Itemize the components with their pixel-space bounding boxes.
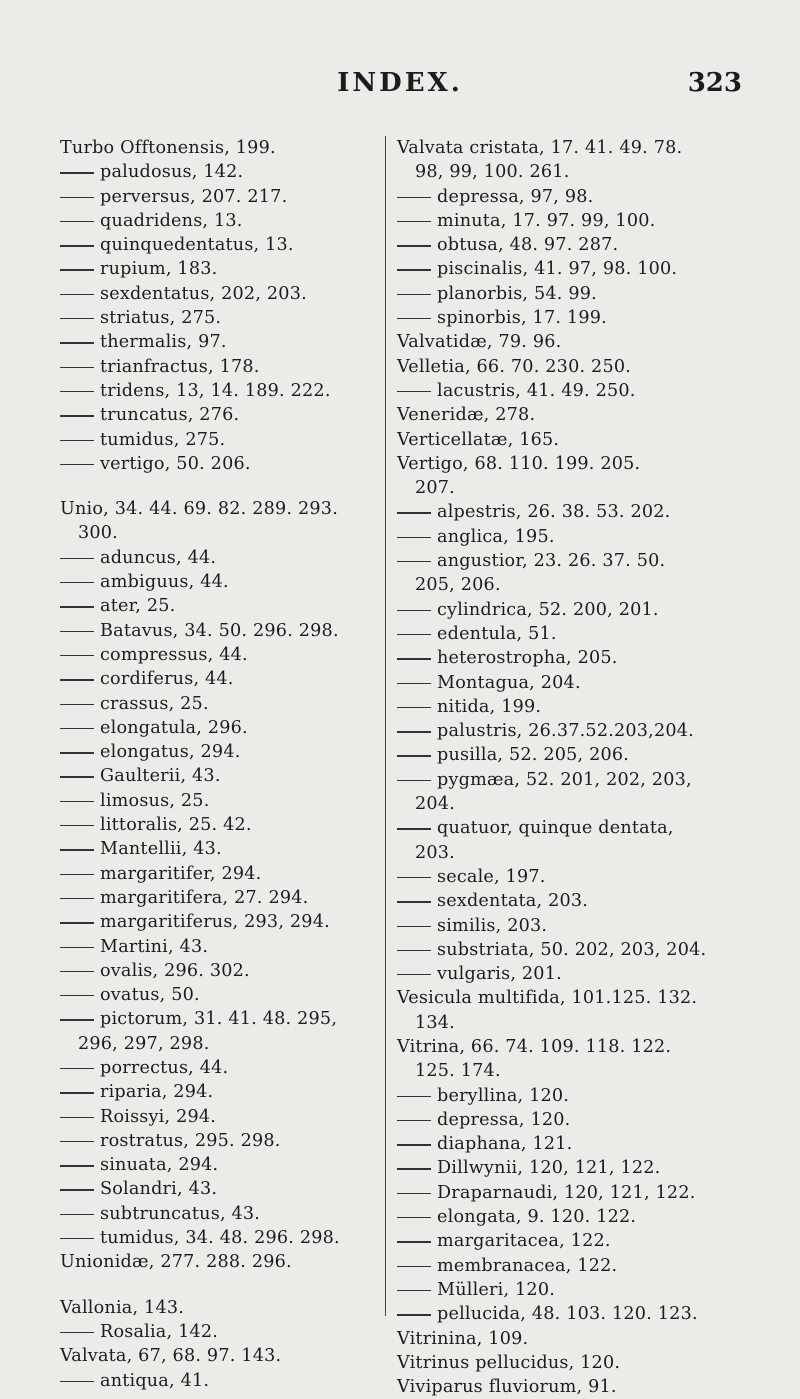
entry-text: sexdentata, 203. bbox=[437, 891, 589, 912]
entry-text: cylindrica, 52. 200, 201. bbox=[437, 599, 659, 620]
entry-text: pusilla, 52. 205, 206. bbox=[437, 745, 630, 766]
index-subentry bbox=[397, 598, 757, 622]
entry-text: Solandri, 43. bbox=[100, 1179, 218, 1200]
index-subentry bbox=[397, 962, 757, 986]
index-subentry bbox=[397, 889, 757, 913]
index-subentry bbox=[397, 1302, 757, 1326]
entry-text: diaphana, 121. bbox=[437, 1134, 573, 1155]
entry-text: Veneridæ, 278. bbox=[397, 405, 536, 426]
entry-text: Rosalia, 142. bbox=[100, 1321, 219, 1342]
index-subentry bbox=[60, 764, 378, 788]
index-subentry bbox=[60, 886, 378, 910]
index-entry bbox=[60, 1344, 378, 1368]
index-subentry bbox=[397, 914, 757, 938]
entry-text: planorbis, 54. 99. bbox=[437, 283, 597, 304]
entry-text: ovatus, 50. bbox=[100, 985, 200, 1006]
entry-text: pictorum, 31. 41. 48. 295, bbox=[100, 1009, 338, 1030]
index-subentry bbox=[60, 570, 378, 594]
index-subentry bbox=[60, 233, 378, 257]
index-subentry bbox=[60, 862, 378, 886]
entry-text: quatuor, quinque dentata, bbox=[437, 818, 674, 839]
entry-text: Valvata, 67, 68. 97. 143. bbox=[60, 1346, 282, 1367]
entry-continuation: 207. bbox=[415, 478, 455, 499]
index-subentry bbox=[60, 428, 378, 452]
index-entry bbox=[397, 1035, 757, 1084]
entry-text: vertigo, 50. 206. bbox=[100, 453, 251, 474]
entry-text: beryllina, 120. bbox=[437, 1085, 570, 1106]
entry-text: Montagua, 204. bbox=[437, 672, 581, 693]
entry-text: perversus, 207. 217. bbox=[100, 186, 288, 207]
entry-continuation: 125. 174. bbox=[415, 1061, 501, 1082]
entry-text: truncatus, 276. bbox=[100, 405, 240, 426]
left-index-column bbox=[60, 136, 378, 1393]
index-subentry bbox=[397, 1205, 757, 1229]
entry-text: pygmæa, 52. 201, 202, 203, bbox=[437, 769, 692, 790]
index-entry bbox=[397, 136, 757, 185]
entry-text: paludosus, 142. bbox=[100, 162, 244, 183]
entry-text: quadridens, 13. bbox=[100, 210, 243, 231]
entry-text: Mantellii, 43. bbox=[100, 839, 222, 860]
index-subentry bbox=[60, 306, 378, 330]
entry-text: Vertigo, 68. 110. 199. 205. bbox=[397, 453, 641, 474]
entry-text: Martini, 43. bbox=[100, 936, 209, 957]
entry-text: palustris, 26.37.52.203,204. bbox=[437, 721, 694, 742]
index-subentry bbox=[60, 546, 378, 570]
index-subentry bbox=[397, 233, 757, 257]
entry-text: Viviparus fluviorum, 91. bbox=[397, 1377, 617, 1398]
right-index-column bbox=[397, 136, 757, 1399]
entry-text: tridens, 13, 14. 189. 222. bbox=[100, 380, 331, 401]
entry-text: Vitrina, 66. 74. 109. 118. 122. bbox=[397, 1036, 672, 1057]
entry-text: riparia, 294. bbox=[100, 1082, 214, 1103]
entry-text: margaritiferus, 293, 294. bbox=[100, 912, 330, 933]
entry-text: anglica, 195. bbox=[437, 526, 555, 547]
entry-text: subtruncatus, 43. bbox=[100, 1203, 261, 1224]
entry-text: tumidus, 34. 48. 296. 298. bbox=[100, 1228, 340, 1249]
index-subentry bbox=[397, 938, 757, 962]
index-subentry bbox=[60, 1056, 378, 1080]
index-subentry bbox=[60, 1153, 378, 1177]
index-subentry bbox=[60, 185, 378, 209]
entry-text: ater, 25. bbox=[100, 596, 176, 617]
index-subentry bbox=[60, 1080, 378, 1104]
entry-text: trianfractus, 178. bbox=[100, 356, 260, 377]
index-subentry bbox=[60, 983, 378, 1007]
index-subentry bbox=[397, 743, 757, 767]
entry-text: ovalis, 296. 302. bbox=[100, 960, 250, 981]
index-subentry bbox=[397, 1132, 757, 1156]
index-entry bbox=[60, 1250, 378, 1274]
index-entry bbox=[397, 403, 757, 427]
section-gap bbox=[60, 476, 378, 497]
index-subentry bbox=[60, 716, 378, 740]
index-subentry bbox=[60, 257, 378, 281]
entry-continuation: 98, 99, 100. 261. bbox=[415, 162, 570, 183]
index-subentry bbox=[397, 500, 757, 524]
entry-text: littoralis, 25. 42. bbox=[100, 815, 252, 836]
entry-text: secale, 197. bbox=[437, 866, 546, 887]
entry-continuation: 300. bbox=[78, 523, 118, 544]
index-subentry bbox=[60, 355, 378, 379]
entry-text: Vitrinus pellucidus, 120. bbox=[397, 1352, 621, 1373]
index-subentry bbox=[397, 1254, 757, 1278]
entry-text: aduncus, 44. bbox=[100, 547, 217, 568]
index-subentry bbox=[60, 1320, 378, 1344]
entry-text: substriata, 50. 202, 203, 204. bbox=[437, 939, 707, 960]
entry-continuation: 203. bbox=[415, 842, 455, 863]
entry-text: rupium, 183. bbox=[100, 259, 218, 280]
entry-text: tumidus, 275. bbox=[100, 429, 226, 450]
entry-text: Mülleri, 120. bbox=[437, 1279, 556, 1300]
entry-text: margaritacea, 122. bbox=[437, 1231, 611, 1252]
index-entry bbox=[60, 497, 378, 546]
entry-text: thermalis, 97. bbox=[100, 332, 227, 353]
entry-text: Velletia, 66. 70. 230. 250. bbox=[397, 356, 632, 377]
index-entry bbox=[397, 355, 757, 379]
index-subentry bbox=[397, 257, 757, 281]
entry-text: heterostropha, 205. bbox=[437, 648, 618, 669]
entry-text: Gaulterii, 43. bbox=[100, 766, 221, 787]
index-subentry bbox=[60, 452, 378, 476]
entry-text: margaritifer, 294. bbox=[100, 863, 262, 884]
index-subentry bbox=[397, 282, 757, 306]
page-title: INDEX. bbox=[337, 68, 463, 98]
index-subentry bbox=[397, 816, 757, 865]
index-subentry bbox=[60, 1007, 378, 1056]
page-header bbox=[0, 68, 800, 108]
entry-text: Vesicula multifida, 101.125. 132. bbox=[397, 988, 698, 1009]
index-subentry bbox=[397, 306, 757, 330]
index-subentry bbox=[397, 671, 757, 695]
entry-text: Draparnaudi, 120, 121, 122. bbox=[437, 1182, 696, 1203]
entry-continuation: 204. bbox=[415, 794, 455, 815]
index-subentry bbox=[60, 403, 378, 427]
index-subentry bbox=[397, 622, 757, 646]
index-subentry bbox=[397, 1108, 757, 1132]
index-subentry bbox=[60, 837, 378, 861]
entry-text: elongata, 9. 120. 122. bbox=[437, 1207, 637, 1228]
index-entry bbox=[397, 452, 757, 501]
index-subentry bbox=[60, 692, 378, 716]
index-subentry bbox=[60, 935, 378, 959]
index-subentry bbox=[397, 695, 757, 719]
entry-text: cordiferus, 44. bbox=[100, 669, 234, 690]
index-entry bbox=[397, 1327, 757, 1351]
entry-text: obtusa, 48. 97. 287. bbox=[437, 235, 619, 256]
index-subentry bbox=[60, 1129, 378, 1153]
index-subentry bbox=[60, 282, 378, 306]
index-subentry bbox=[60, 330, 378, 354]
entry-text: Valvatidæ, 79. 96. bbox=[397, 332, 562, 353]
entry-text: pellucida, 48. 103. 120. 123. bbox=[437, 1304, 698, 1325]
entry-text: Vitrinina, 109. bbox=[397, 1328, 529, 1349]
index-entry bbox=[397, 1375, 757, 1399]
entry-text: Unionidæ, 277. 288. 296. bbox=[60, 1252, 292, 1273]
index-subentry bbox=[60, 789, 378, 813]
entry-text: angustior, 23. 26. 37. 50. bbox=[437, 551, 666, 572]
index-subentry bbox=[397, 646, 757, 670]
index-subentry bbox=[60, 959, 378, 983]
section-gap bbox=[60, 1275, 378, 1296]
index-subentry bbox=[397, 1181, 757, 1205]
entry-text: depressa, 97, 98. bbox=[437, 186, 594, 207]
entry-text: alpestris, 26. 38. 53. 202. bbox=[437, 502, 671, 523]
entry-text: elongatula, 296. bbox=[100, 717, 248, 738]
index-subentry bbox=[397, 525, 757, 549]
entry-text: Turbo Offtonensis, 199. bbox=[60, 138, 276, 158]
index-subentry bbox=[60, 740, 378, 764]
entry-text: Dillwynii, 120, 121, 122. bbox=[437, 1158, 661, 1179]
index-subentry bbox=[60, 209, 378, 233]
index-entry bbox=[60, 136, 378, 160]
entry-text: elongatus, 294. bbox=[100, 742, 241, 763]
entry-continuation: 296, 297, 298. bbox=[78, 1033, 210, 1054]
index-subentry bbox=[60, 594, 378, 618]
index-subentry bbox=[60, 813, 378, 837]
entry-text: compressus, 44. bbox=[100, 644, 248, 665]
entry-text: edentula, 51. bbox=[437, 623, 557, 644]
index-entry bbox=[397, 330, 757, 354]
entry-text: crassus, 25. bbox=[100, 693, 209, 714]
index-subentry bbox=[60, 1105, 378, 1129]
index-subentry bbox=[60, 910, 378, 934]
entry-text: vulgaris, 201. bbox=[437, 964, 562, 985]
index-subentry bbox=[397, 1229, 757, 1253]
column-divider bbox=[385, 136, 386, 1316]
entry-text: margaritifera, 27. 294. bbox=[100, 887, 309, 908]
index-subentry bbox=[60, 379, 378, 403]
index-subentry bbox=[60, 1177, 378, 1201]
index-entry bbox=[60, 1296, 378, 1320]
entry-text: sexdentatus, 202, 203. bbox=[100, 283, 307, 304]
entry-text: antiqua, 41. bbox=[100, 1370, 210, 1391]
index-subentry bbox=[60, 160, 378, 184]
entry-text: sinuata, 294. bbox=[100, 1155, 219, 1176]
entry-text: membranacea, 122. bbox=[437, 1255, 618, 1276]
index-entry bbox=[397, 428, 757, 452]
page-number: 323 bbox=[687, 68, 742, 98]
index-subentry bbox=[397, 719, 757, 743]
entry-text: quinquedentatus, 13. bbox=[100, 235, 294, 256]
index-subentry bbox=[397, 1084, 757, 1108]
index-subentry bbox=[60, 619, 378, 643]
index-subentry bbox=[60, 1202, 378, 1226]
entry-text: ambiguus, 44. bbox=[100, 572, 229, 593]
entry-text: Unio, 34. 44. 69. 82. 289. 293. bbox=[60, 499, 338, 520]
index-subentry bbox=[397, 1278, 757, 1302]
entry-continuation: 134. bbox=[415, 1012, 455, 1033]
index-subentry bbox=[60, 1226, 378, 1250]
index-subentry bbox=[397, 768, 757, 817]
entry-text: lacustris, 41. 49. 250. bbox=[437, 380, 636, 401]
entry-continuation: 205, 206. bbox=[415, 575, 501, 596]
index-subentry bbox=[397, 185, 757, 209]
entry-text: piscinalis, 41. 97, 98. 100. bbox=[437, 259, 678, 280]
index-subentry bbox=[60, 667, 378, 691]
entry-text: porrectus, 44. bbox=[100, 1057, 229, 1078]
entry-text: Roissyi, 294. bbox=[100, 1106, 217, 1127]
entry-text: limosus, 25. bbox=[100, 790, 210, 811]
entry-text: striatus, 275. bbox=[100, 308, 222, 329]
entry-text: Valvata cristata, 17. 41. 49. 78. bbox=[397, 138, 683, 158]
entry-text: Verticellatæ, 165. bbox=[397, 429, 560, 450]
index-subentry bbox=[397, 379, 757, 403]
index-subentry bbox=[60, 643, 378, 667]
entry-text: spinorbis, 17. 199. bbox=[437, 308, 607, 329]
entry-text: depressa, 120. bbox=[437, 1109, 571, 1130]
index-subentry bbox=[397, 209, 757, 233]
entry-text: Vallonia, 143. bbox=[60, 1297, 185, 1318]
entry-text: rostratus, 295. 298. bbox=[100, 1130, 281, 1151]
index-entry bbox=[397, 986, 757, 1035]
index-subentry bbox=[397, 865, 757, 889]
index-subentry bbox=[397, 1156, 757, 1180]
entry-text: nitida, 199. bbox=[437, 696, 542, 717]
entry-text: minuta, 17. 97. 99, 100. bbox=[437, 210, 656, 231]
index-subentry bbox=[397, 549, 757, 598]
entry-text: similis, 203. bbox=[437, 915, 548, 936]
entry-text: Batavus, 34. 50. 296. 298. bbox=[100, 620, 339, 641]
index-subentry bbox=[60, 1369, 378, 1393]
